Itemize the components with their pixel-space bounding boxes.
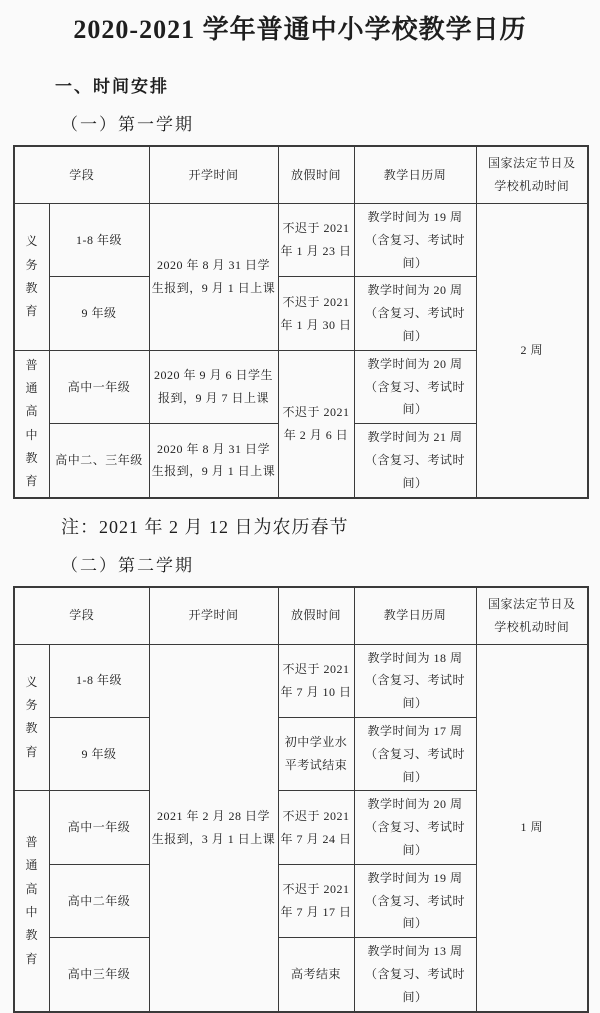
stage-cell [14,644,49,791]
grade-cell: 高中二年级 [49,864,149,937]
start-date-cell: 2020 年 9 月 6 日学生报到，9 月 7 日上课 [149,350,278,423]
grade-cell: 高中三年级 [49,938,149,1012]
semester1-heading: （一）第一学期 [61,115,194,134]
header-stage: 学段 [14,146,149,204]
holiday-cell: 初中学业水平考试结束 [278,717,354,790]
start-date-cell: 2020 年 8 月 31 日学生报到，9 月 1 日上课 [149,204,278,351]
document-page [0,12,600,1013]
document-title: 2020-2021 学年普通中小学校教学日历 [73,15,527,44]
table-row [14,204,588,277]
weeks-cell: 教学时间为 13 周（含复习、考试时间） [354,938,476,1012]
grade-cell: 9 年级 [49,277,149,350]
header-holiday-time: 放假时间 [278,587,354,645]
reserve-cell: 1 周 [476,644,588,1011]
semester2-table [13,586,589,1013]
holiday-cell: 高考结束 [278,938,354,1012]
header-start-time: 开学时间 [149,587,278,645]
stage-label: 义务教育 [25,674,38,759]
grade-cell: 高中一年级 [49,350,149,423]
holiday-cell: 不迟于 2021 年 7 月 24 日 [278,791,354,864]
weeks-cell: 教学时间为 18 周（含复习、考试时间） [354,644,476,717]
weeks-cell: 教学时间为 20 周（含复习、考试时间） [354,350,476,423]
holiday-cell: 不迟于 2021 年 1 月 23 日 [278,204,354,277]
holiday-cell: 不迟于 2021 年 1 月 30 日 [278,277,354,350]
start-date-cell: 2020 年 8 月 31 日学生报到，9 月 1 日上课 [149,424,278,498]
holiday-cell: 不迟于 2021 年 7 月 17 日 [278,864,354,937]
weeks-cell: 教学时间为 21 周（含复习、考试时间） [354,424,476,498]
stage-cell [14,204,49,351]
table-row [14,644,588,717]
grade-cell: 高中一年级 [49,791,149,864]
header-stage: 学段 [14,587,149,645]
weeks-cell: 教学时间为 20 周（含复习、考试时间） [354,277,476,350]
grade-cell: 1-8 年级 [49,644,149,717]
semester2-heading: （二）第二学期 [61,555,194,575]
header-teaching-weeks: 教学日历周 [354,146,476,204]
header-teaching-weeks: 教学日历周 [354,587,476,645]
stage-label: 义务教育 [25,234,38,319]
header-holiday-time: 放假时间 [278,146,354,204]
holiday-cell: 不迟于 2021 年 7 月 10 日 [278,644,354,717]
weeks-cell: 教学时间为 19 周（含复习、考试时间） [354,204,476,277]
header-reserve-time: 国家法定节日及学校机动时间 [476,146,588,204]
note-text: 注：2021 年 2 月 12 日为农历春节 [61,516,349,537]
stage-label: 普通高中教育 [25,357,38,489]
stage-label: 普通高中教育 [25,834,38,966]
weeks-cell: 教学时间为 17 周（含复习、考试时间） [354,717,476,790]
section-heading-time-arrangement: 一、时间安排 [55,77,169,96]
grade-cell: 1-8 年级 [49,204,149,277]
semester1-table [13,145,589,499]
start-date-cell: 2021 年 2 月 28 日学生报到，3 月 1 日上课 [149,644,278,1011]
header-row [14,146,588,204]
stage-cell [14,791,49,1012]
header-start-time: 开学时间 [149,146,278,204]
weeks-cell: 教学时间为 20 周（含复习、考试时间） [354,791,476,864]
grade-cell: 9 年级 [49,717,149,790]
grade-cell: 高中二、三年级 [49,424,149,498]
reserve-cell: 2 周 [476,204,588,498]
weeks-cell: 教学时间为 19 周（含复习、考试时间） [354,864,476,937]
holiday-cell: 不迟于 2021 年 2 月 6 日 [278,350,354,497]
header-row [14,587,588,645]
stage-cell [14,350,49,497]
header-reserve-time: 国家法定节日及学校机动时间 [476,587,588,645]
